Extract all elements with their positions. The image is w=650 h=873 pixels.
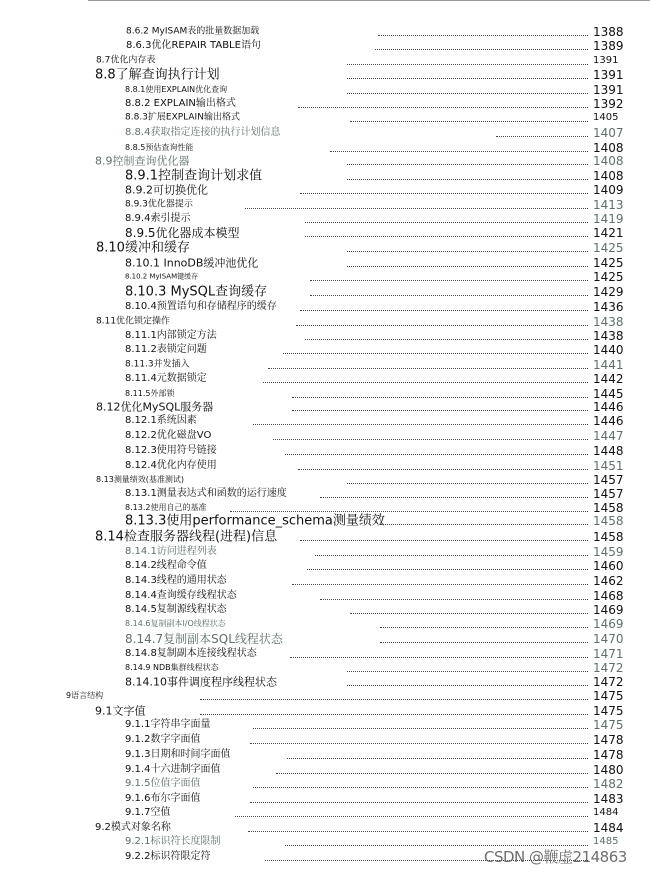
dot-leader <box>347 685 588 686</box>
toc-entry-page: 1429 <box>593 285 624 299</box>
toc-entry-title: 8.12.4优化内存使用 <box>125 460 217 471</box>
dot-leader <box>273 439 588 440</box>
toc-entry-title: 8.14检查服务器线程(进程)信息 <box>95 529 278 545</box>
toc-entry-page: 1471 <box>593 647 624 661</box>
toc-entry-title: 8.14.7复制副本SQL线程状态 <box>125 632 283 646</box>
toc-entry-page: 1482 <box>593 777 624 791</box>
watermark: CSDN @鞭虚214863 <box>484 848 627 866</box>
toc-entry-title: 9.1.4十六进制字面值 <box>125 764 221 775</box>
dot-leader <box>230 511 588 512</box>
toc-entry[interactable] <box>0 372 650 395</box>
dot-leader <box>496 136 588 137</box>
dot-leader <box>310 280 588 281</box>
toc-entry-page: 1392 <box>593 97 624 111</box>
dot-leader <box>298 107 588 108</box>
dot-leader <box>235 816 588 817</box>
toc-entry-page: 1447 <box>593 429 624 443</box>
toc-entry-title: 9.2.2标识符限定符 <box>125 851 211 862</box>
dot-leader <box>380 642 588 643</box>
dot-leader <box>248 831 588 832</box>
dot-leader <box>300 310 588 311</box>
toc-entry-title: 8.11.4元数据锁定 <box>125 373 207 384</box>
dot-leader <box>347 179 588 180</box>
toc-entry[interactable] <box>0 126 650 149</box>
toc-entry-page: 1391 <box>593 68 624 82</box>
toc-entry-page: 1460 <box>593 559 624 573</box>
dot-leader <box>283 353 588 354</box>
toc-entry-page: 1470 <box>593 632 624 646</box>
toc-entry-page: 1457 <box>593 487 624 501</box>
toc-entry-title: 8.12.3使用符号链接 <box>125 445 217 456</box>
toc-entry-page: 1472 <box>593 675 624 689</box>
toc-entry-title: 8.8了解查询执行计划 <box>95 67 220 83</box>
toc-entry-title: 8.6.2 MyISAM表的批量数据加载 <box>126 26 260 37</box>
toc-entry[interactable] <box>0 414 650 437</box>
toc-entry-title: 8.8.2 EXPLAIN输出格式 <box>125 98 236 109</box>
dot-leader <box>292 584 588 585</box>
toc-entry[interactable] <box>0 112 650 134</box>
toc-entry-title: 8.7优化内存表 <box>96 55 156 66</box>
toc-entry-page: 1388 <box>593 25 624 39</box>
toc-entry-page: 1446 <box>593 414 624 428</box>
toc-entry-page: 1438 <box>593 329 624 343</box>
toc-entry[interactable] <box>0 559 650 582</box>
dot-leader <box>320 599 588 600</box>
dot-leader <box>380 524 588 525</box>
toc-entry-title: 9.2模式对象名称 <box>95 822 171 833</box>
toc-entry[interactable] <box>0 574 650 597</box>
toc-entry-title: 9.2.1标识符长度限制 <box>125 836 221 847</box>
toc-entry-page: 1408 <box>593 154 624 168</box>
toc-entry-page: 1425 <box>593 256 624 270</box>
dot-leader <box>298 469 588 470</box>
toc-entry[interactable] <box>0 429 650 452</box>
toc-entry-title: 8.9.4索引提示 <box>125 213 191 224</box>
toc-entry-page: 1391 <box>593 83 624 97</box>
dot-leader <box>380 627 588 628</box>
toc-entry-title: 8.9控制查询优化器 <box>95 154 190 168</box>
toc-entry-title: 8.14.4查询缓存线程状态 <box>125 590 237 601</box>
toc-entry-title: 8.14.1访问进程列表 <box>125 546 217 557</box>
toc-entry-title: 8.11.3并发插入 <box>125 359 190 370</box>
toc-entry-title: 8.11.2表锁定问题 <box>125 344 207 355</box>
toc-entry-title: 8.14.2线程命令值 <box>125 560 207 571</box>
toc-entry-page: 1483 <box>593 792 624 806</box>
toc-entry-title: 8.13.2使用自己的基准 <box>125 503 207 512</box>
dot-leader <box>310 295 588 296</box>
toc-entry[interactable] <box>0 154 650 177</box>
toc-entry-title: 8.14.6复制副本I/O线程状态 <box>125 619 226 628</box>
toc-entry[interactable] <box>0 733 650 756</box>
toc-entry-page: 1484 <box>593 807 619 818</box>
dot-leader <box>287 758 588 759</box>
dot-leader <box>305 339 588 340</box>
toc-entry-page: 1457 <box>593 473 624 487</box>
toc-entry-page: 1446 <box>593 400 624 414</box>
toc-entry-page: 1408 <box>593 169 624 183</box>
toc-entry-page: 1458 <box>593 514 624 528</box>
toc-entry-page: 1425 <box>593 241 624 255</box>
dot-leader <box>347 64 588 65</box>
toc-entry-page: 1475 <box>593 718 624 732</box>
toc-entry-page: 1445 <box>593 387 624 401</box>
top-rule <box>88 0 650 1</box>
toc-entry-page: 1407 <box>593 126 624 140</box>
toc-entry[interactable] <box>0 270 650 293</box>
toc-entry-title: 8.12优化MySQL服务器 <box>96 400 214 414</box>
dot-leader <box>245 208 588 209</box>
toc-entry-page: 1485 <box>593 836 619 847</box>
toc-entry[interactable] <box>0 632 650 655</box>
toc-entry-page: 1391 <box>593 55 619 66</box>
dot-leader <box>250 743 588 744</box>
toc-entry-page: 1458 <box>593 501 624 515</box>
toc-entry-page: 1409 <box>593 183 624 197</box>
dot-leader <box>350 613 588 614</box>
dot-leader <box>305 222 588 223</box>
toc-entry-title: 8.13.3使用performance_schema测量绩效 <box>125 513 385 529</box>
dot-leader <box>347 164 588 165</box>
toc-entry-page: 1441 <box>593 358 624 372</box>
toc-entry-page: 1451 <box>593 459 624 473</box>
toc-entry-page: 1440 <box>593 343 624 357</box>
toc-entry-title: 8.8.4获取指定连接的执行计划信息 <box>125 127 281 138</box>
toc-entry-title: 9.1.2数字字面值 <box>125 734 201 745</box>
dot-leader <box>250 802 588 803</box>
dot-leader <box>347 251 588 252</box>
toc-entry[interactable] <box>0 529 650 553</box>
dot-leader <box>320 497 588 498</box>
toc-entry[interactable] <box>0 240 650 264</box>
toc-entry-title: 8.12.2优化磁盘VO <box>125 430 212 441</box>
dot-leader <box>253 787 588 788</box>
dot-leader <box>315 555 588 556</box>
dot-leader <box>330 151 588 152</box>
toc-entry-title: 8.13.1测量表达式和函数的运行速度 <box>125 488 287 499</box>
dot-leader <box>347 671 588 672</box>
dot-leader <box>347 78 588 79</box>
dot-leader <box>347 93 588 94</box>
toc-entry-page: 1438 <box>593 315 624 329</box>
toc-entry-title: 8.10.4预置语句和存储程序的缓存 <box>125 301 277 312</box>
toc-entry-page: 1448 <box>593 444 624 458</box>
dot-leader <box>268 368 588 369</box>
toc-entry-page: 1413 <box>593 198 624 212</box>
toc-entry-title: 8.14.10事件调度程序线程状态 <box>125 675 277 689</box>
toc-entry-title: 8.8.3扩展EXPLAIN输出格式 <box>125 112 240 123</box>
toc-entry-title: 8.9.5优化器成本模型 <box>125 226 240 240</box>
toc-entry-page: 1472 <box>593 661 624 675</box>
toc-entry-title: 9.1文字值 <box>95 704 146 718</box>
dot-leader <box>263 382 588 383</box>
toc-entry-page: 1405 <box>593 112 619 123</box>
toc-entry-title: 8.9.3优化器提示 <box>125 199 193 210</box>
toc-entry-page: 1389 <box>593 39 624 53</box>
dot-leader <box>307 569 588 570</box>
toc-entry[interactable] <box>0 183 650 206</box>
toc-entry-title: 9.1.1字符串字面量 <box>125 719 211 730</box>
dot-leader <box>292 397 588 398</box>
dot-leader <box>296 325 588 326</box>
dot-leader <box>290 657 588 658</box>
toc-entry-page: 1458 <box>593 530 624 544</box>
toc-entry-page: 1436 <box>593 300 624 314</box>
toc-entry-title: 8.9.2可切换优化 <box>125 183 208 197</box>
dot-leader <box>305 236 588 237</box>
toc-entry-title: 8.11优化锁定操作 <box>96 316 171 327</box>
toc-entry-page: 1475 <box>593 689 624 703</box>
toc-entry-page: 1459 <box>593 545 624 559</box>
toc-entry-page: 1480 <box>593 763 624 777</box>
toc-entry-title: 8.14.3线程的通用状态 <box>125 575 227 586</box>
dot-leader <box>292 410 588 411</box>
dot-leader <box>253 424 588 425</box>
toc-entry-title: 8.10.1 InnoDB缓冲池优化 <box>125 256 259 270</box>
toc-entry[interactable] <box>0 617 650 640</box>
toc-entry[interactable] <box>0 67 650 91</box>
toc-entry-title: 8.8.1使用EXPLAIN优化查询 <box>125 85 228 94</box>
toc-entry-page: 1462 <box>593 574 624 588</box>
toc-entry-title: 8.14.5复制源线程状态 <box>125 604 227 615</box>
toc-entry-title: 9语言结构 <box>66 691 104 700</box>
toc-entry[interactable] <box>0 748 650 771</box>
toc-entry-page: 1425 <box>593 270 624 284</box>
dot-leader <box>300 193 588 194</box>
toc-entry-page: 1421 <box>593 226 624 240</box>
dot-leader <box>378 35 588 36</box>
dot-leader <box>347 483 588 484</box>
dot-leader <box>347 266 588 267</box>
toc-entry-title: 8.10缓冲和缓存 <box>96 240 190 256</box>
dot-leader <box>285 454 588 455</box>
toc-entry[interactable] <box>0 444 650 467</box>
dot-leader <box>200 699 588 700</box>
toc-entry-title: 9.1.7空值 <box>125 807 171 818</box>
toc-entry-page: 1475 <box>593 704 624 718</box>
toc-entry[interactable] <box>0 777 650 800</box>
dot-leader <box>200 714 588 715</box>
toc-entry-title: 8.10.2 MyISAM键缓存 <box>125 272 199 281</box>
toc-entry-title: 8.13测量绩效(基准测试) <box>96 475 185 484</box>
toc-entry-page: 1408 <box>593 141 624 155</box>
toc-entry-page: 1478 <box>593 733 624 747</box>
toc-entry-page: 1484 <box>593 821 624 835</box>
dot-leader <box>300 540 588 541</box>
toc-entry-title: 8.10.3 MySQL查询缓存 <box>125 284 268 300</box>
toc-entry-page: 1419 <box>593 212 624 226</box>
toc-entry-title: 8.8.5预估查询性能 <box>125 143 194 152</box>
toc-entry-page: 1468 <box>593 589 624 603</box>
toc-entry-title: 9.1.6布尔字面值 <box>125 793 201 804</box>
toc-entry[interactable] <box>0 284 650 308</box>
toc-entry-page: 1478 <box>593 748 624 762</box>
toc-entry-title: 8.14.9 NDB集群线程状态 <box>125 663 219 672</box>
dot-leader <box>253 728 588 729</box>
toc-entry-title: 8.9.1控制查询计划求值 <box>125 168 263 184</box>
dot-leader <box>375 49 588 50</box>
toc-entry-title: 9.1.5位值字面值 <box>125 778 201 789</box>
toc-entry-title: 8.12.1系统因素 <box>125 415 197 426</box>
toc-entry-title: 8.14.8复制副本连接线程状态 <box>125 648 257 659</box>
toc-entry-page: 1469 <box>593 603 624 617</box>
toc-entry[interactable] <box>0 718 650 741</box>
toc-entry-title: 8.6.3优化REPAIR TABLE语句 <box>126 40 261 51</box>
toc-entry[interactable] <box>0 343 650 366</box>
toc-entry-title: 8.11.5外部锁 <box>125 389 175 398</box>
dot-leader <box>350 121 588 122</box>
dot-leader <box>276 773 588 774</box>
toc-entry-title: 9.1.3日期和时间字面值 <box>125 749 231 760</box>
toc-entry-page: 1442 <box>593 372 624 386</box>
toc-entry-title: 8.11.1内部锁定方法 <box>125 330 217 341</box>
toc-entry-page: 1469 <box>593 617 624 631</box>
